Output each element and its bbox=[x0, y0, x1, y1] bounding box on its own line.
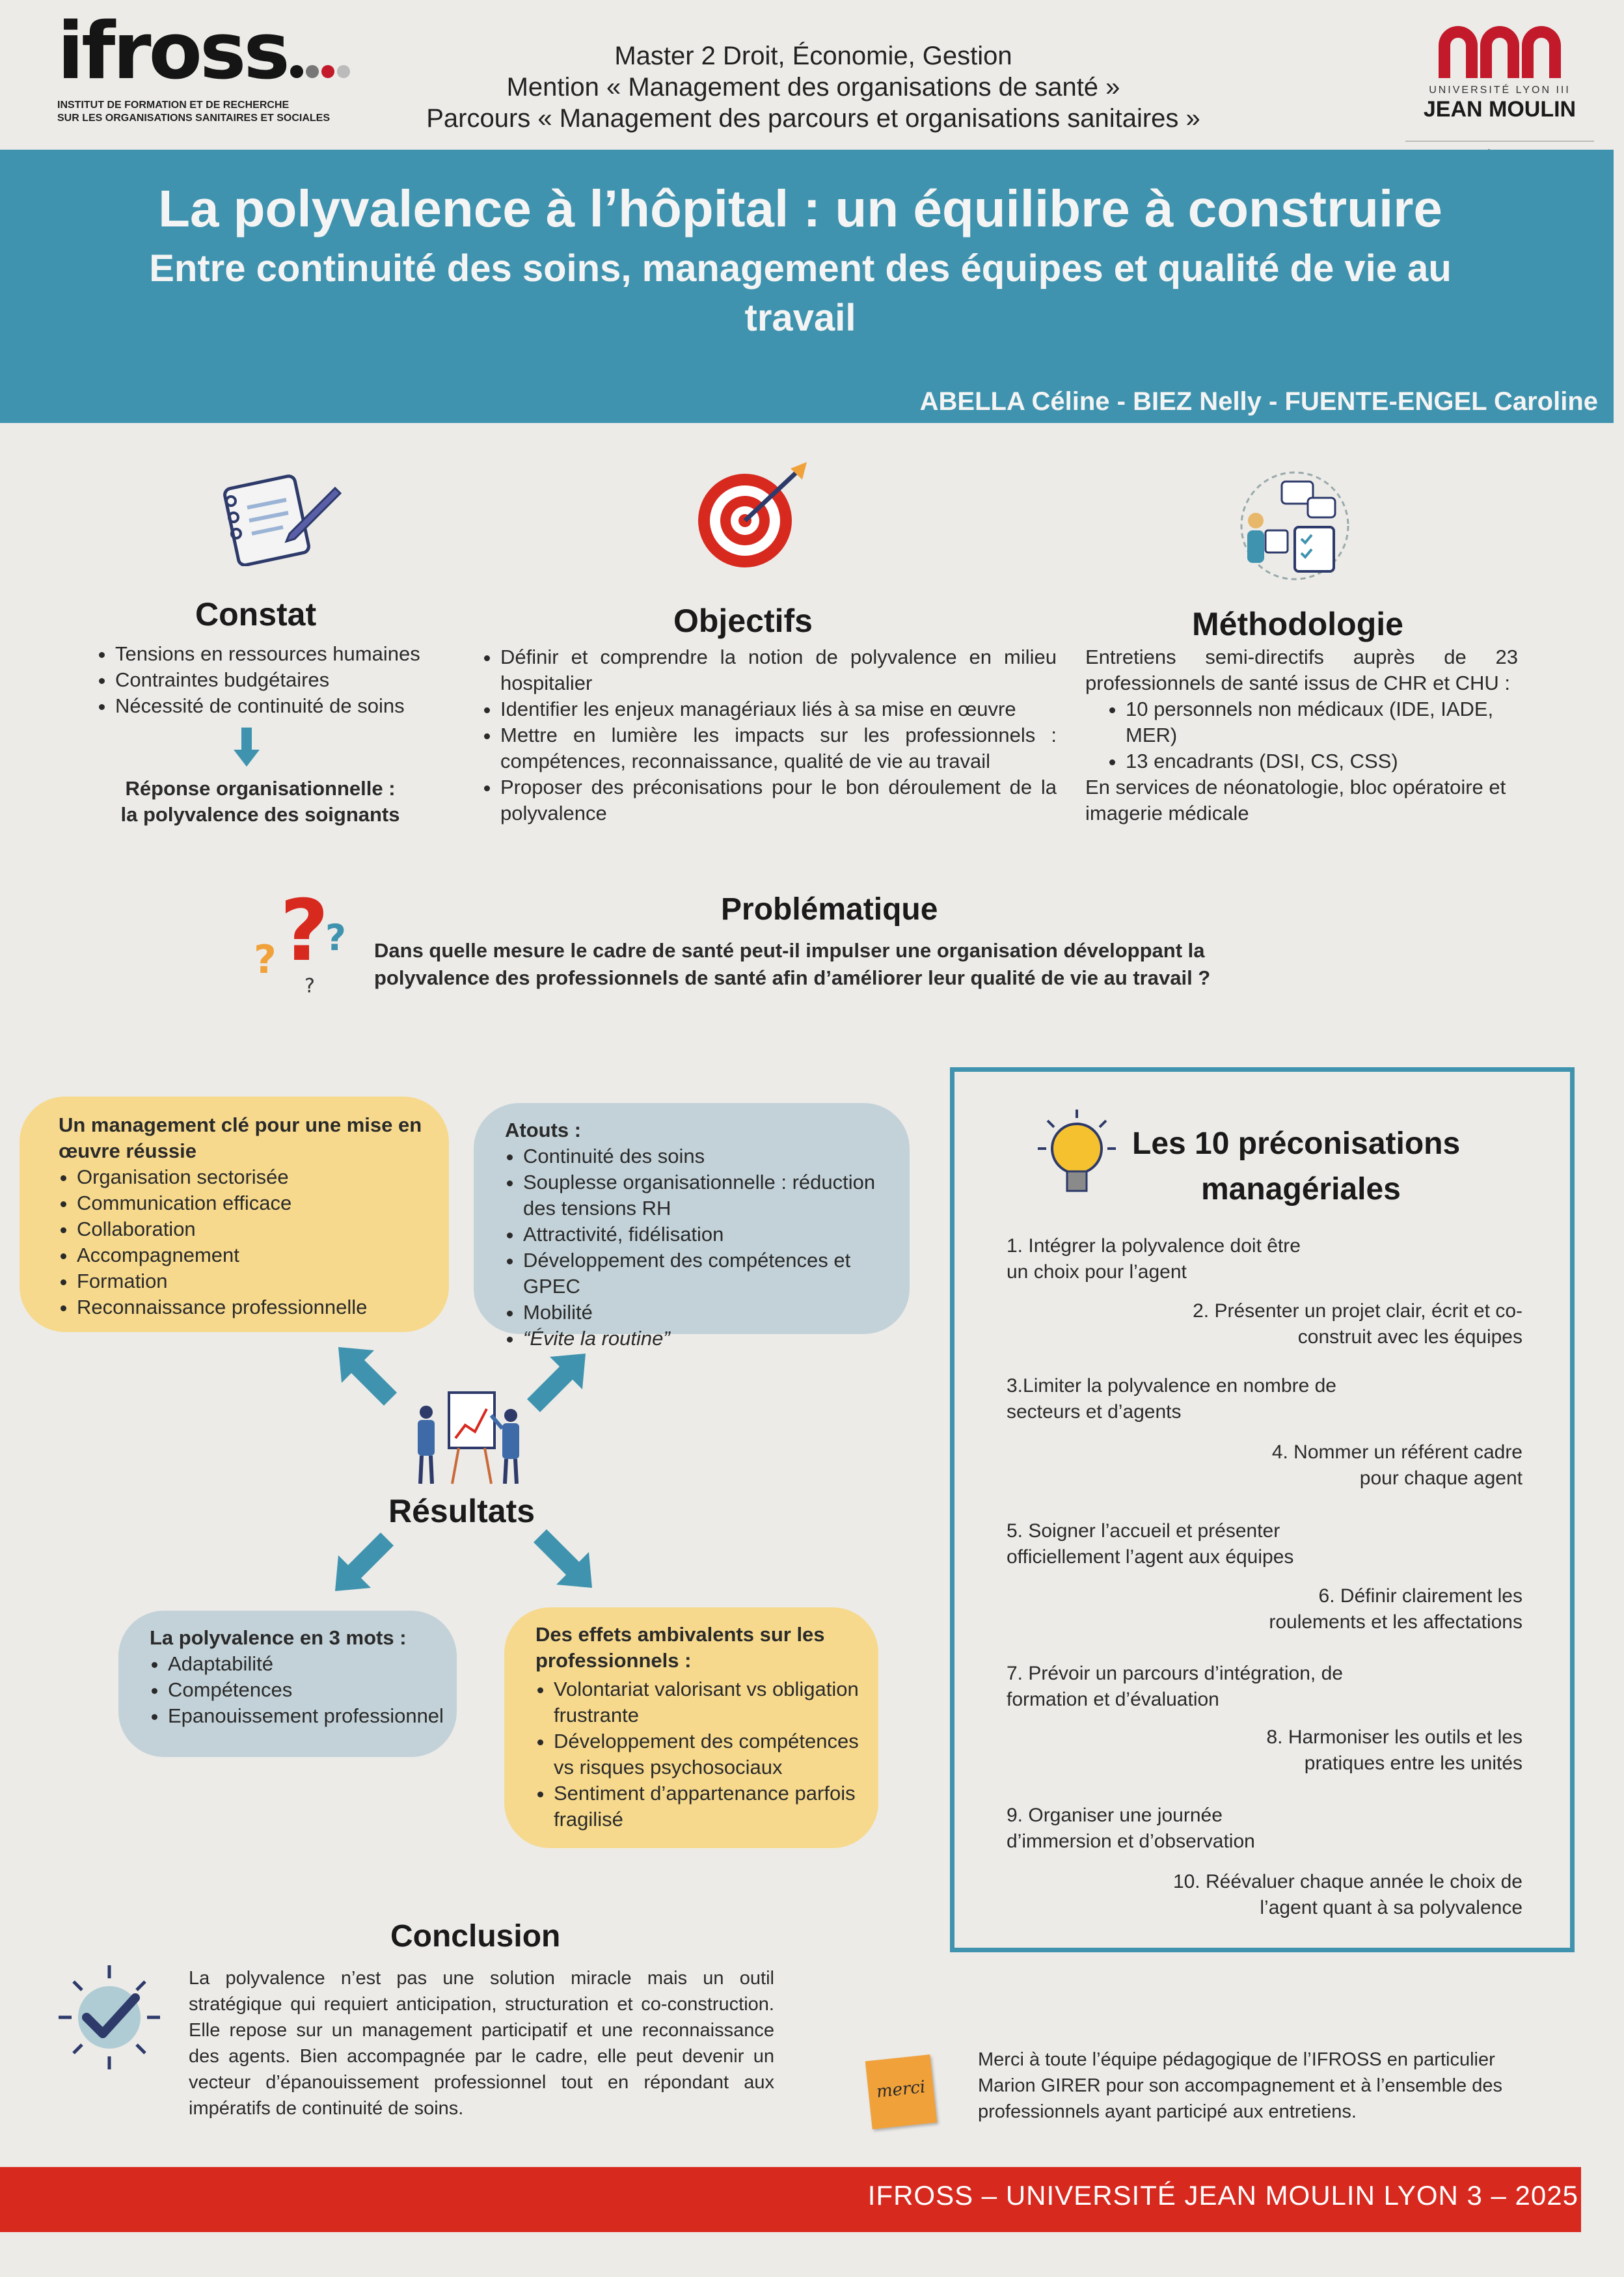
program-line-2: Mention « Management des organisations de santé » bbox=[506, 73, 1120, 102]
list-item: • Communication efficace bbox=[77, 1190, 429, 1216]
list-item: • Mobilité bbox=[523, 1300, 890, 1326]
management-bubble bbox=[20, 1097, 449, 1332]
management-heading: Un management clé pour une mise en œuvre réussie bbox=[59, 1113, 422, 1162]
conclusion-text: La polyvalence n’est pas une solution miracle mais un outil stratégique qui requiert anticipation, structuration et co-construction. Elle repose sur un management participatif et une reconnaissance des agents. Bien accompagnée par le cadre, elle peut devenir un vecteur d’épanouissement professionnel tout en répondant aux impératifs de continuité de soins. bbox=[189, 1968, 774, 2119]
svg-text:?: ? bbox=[254, 937, 277, 983]
methodologie-body bbox=[1085, 644, 1518, 826]
constat-heading: Constat bbox=[195, 596, 317, 633]
preconisation-item: 8. Harmoniser les outils et les pratiques entre les unités bbox=[1266, 1726, 1522, 1774]
lightbulb-icon bbox=[1031, 1106, 1122, 1204]
arrow-down-right-icon bbox=[530, 1526, 595, 1591]
preconisation-item: 2. Présenter un projet clair, écrit et co-construit avec les équipes bbox=[1193, 1300, 1522, 1348]
list-item: • Souplesse organisationnelle : réduction des tensions RH bbox=[523, 1169, 890, 1221]
list-item: • Volontariat valorisant vs obligation frustrante bbox=[554, 1676, 860, 1728]
list-item: • 10 personnels non médicaux (IDE, IADE, MER) bbox=[1126, 696, 1518, 748]
university-logo bbox=[1405, 26, 1594, 169]
list-item: • Nécessité de continuité de soins bbox=[115, 693, 467, 719]
list-item: • Contraintes budgétaires bbox=[115, 667, 467, 693]
authors: ABELLA Céline - BIEZ Nelly - FUENTE-ENGEL Caroline bbox=[919, 387, 1598, 416]
university-label: UNIVERSITÉ LYON III bbox=[1429, 85, 1571, 96]
list-item: • Tensions en ressources humaines bbox=[115, 641, 467, 667]
preconisation-item: 6. Définir clairement les roulements et les affectations bbox=[1269, 1585, 1522, 1633]
svg-text:?: ? bbox=[325, 917, 346, 959]
list-item: • Accompagnement bbox=[77, 1242, 429, 1268]
trois-mots-heading: La polyvalence en 3 mots : bbox=[150, 1626, 407, 1649]
constat-list bbox=[94, 641, 467, 719]
objectifs-list bbox=[480, 644, 1057, 826]
list-item: • Attractivité, fidélisation bbox=[523, 1221, 890, 1248]
effets-list bbox=[535, 1676, 860, 1833]
constat-response: Réponse organisationnelle : la polyvalence des soignants bbox=[120, 777, 400, 826]
preconisation-item: 9. Organiser une journée d’immersion et d’observation bbox=[1007, 1805, 1255, 1852]
list-item: • Collaboration bbox=[77, 1216, 429, 1242]
program-line-1: Master 2 Droit, Économie, Gestion bbox=[614, 42, 1012, 70]
svg-text:?: ? bbox=[304, 975, 315, 996]
list-item: • Adaptabilité bbox=[168, 1651, 444, 1677]
list-item: • Mettre en lumière les impacts sur les professionnels : compétences, reconnaissance, qualité de vie au travail bbox=[500, 722, 1057, 774]
list-item: • Continuité des soins bbox=[523, 1143, 890, 1169]
problematique-question: Dans quelle mesure le cadre de santé peut-il impulser une organisation développant la polyvalence des professionnels de santé afin d’améliorer leur qualité de vie au travail ? bbox=[374, 939, 1211, 989]
ifross-subtitle-1: INSTITUT DE FORMATION ET DE RECHERCHE bbox=[57, 100, 290, 111]
list-item: • “Évite la routine” bbox=[523, 1326, 890, 1352]
preconisation-item: 7. Prévoir un parcours d’intégration, de formation et d’évaluation bbox=[1007, 1663, 1343, 1710]
management-list bbox=[59, 1164, 429, 1320]
notepad-pen-icon bbox=[211, 462, 342, 566]
trois-mots-bubble bbox=[118, 1611, 457, 1757]
objectifs-heading: Objectifs bbox=[673, 603, 813, 639]
preconisation-item: 1. Intégrer la polyvalence doit être un choix pour l’agent bbox=[1007, 1235, 1301, 1283]
resultats-heading: Résultats bbox=[388, 1493, 535, 1529]
logo-dots bbox=[288, 70, 350, 81]
methodologie-intro: Entretiens semi-directifs auprès de 23 professionnels de santé issus de CHR et CHU : bbox=[1085, 646, 1518, 694]
list-item: • Compétences bbox=[168, 1677, 444, 1703]
list-item: • Epanouissement professionnel bbox=[168, 1703, 444, 1729]
arrow-down-left-icon bbox=[332, 1529, 397, 1594]
arrow-up-left-icon bbox=[335, 1344, 400, 1409]
svg-text:?: ? bbox=[280, 882, 329, 980]
effets-bubble bbox=[504, 1607, 878, 1848]
list-item: • Définir et comprendre la notion de polyvalence en milieu hospitalier bbox=[500, 644, 1057, 696]
atouts-bubble bbox=[474, 1103, 910, 1350]
university-name: JEAN MOULIN bbox=[1423, 97, 1577, 122]
sticky-note-icon: merci bbox=[865, 2054, 937, 2129]
arches-icon bbox=[1405, 26, 1594, 85]
atouts-heading: Atouts : bbox=[505, 1119, 582, 1141]
arrow-down-icon bbox=[232, 728, 261, 768]
arrow-up-right-icon bbox=[524, 1350, 589, 1415]
problematique-heading: Problématique bbox=[721, 892, 938, 927]
preconisation-item: 3.Limiter la polyvalence en nombre de secteurs et d’agents bbox=[1007, 1375, 1336, 1423]
ifross-logo bbox=[57, 7, 357, 137]
methodologie-list bbox=[1085, 696, 1518, 774]
trois-mots-list bbox=[150, 1651, 444, 1729]
list-item: • 13 encadrants (DSI, CS, CSS) bbox=[1126, 748, 1518, 774]
program-line-3: Parcours « Management des parcours et organisations sanitaires » bbox=[426, 104, 1200, 133]
preconisation-item: 5. Soigner l’accueil et présenter officiellement l’agent aux équipes bbox=[1007, 1520, 1294, 1568]
preconisation-item: 10. Réévaluer chaque année le choix de l’agent quant à sa polyvalence bbox=[1172, 1871, 1522, 1918]
methodologie-heading: Méthodologie bbox=[1192, 606, 1403, 642]
list-item: • Développement des compétences et GPEC bbox=[523, 1248, 890, 1300]
list-item: • Sentiment d’appartenance parfois fragilisé bbox=[554, 1780, 860, 1833]
preconisation-item: 4. Nommer un référent cadre pour chaque agent bbox=[1271, 1441, 1522, 1489]
list-item: • Reconnaissance professionnelle bbox=[77, 1294, 429, 1320]
atouts-list bbox=[505, 1143, 890, 1352]
conclusion-heading: Conclusion bbox=[390, 1919, 561, 1954]
remerciements-text: Merci à toute l’équipe pédagogique de l’IFROSS en particulier Marion GIRER pour son accompagnement et à l’ensemble des professionnels ayant participé aux entretiens. bbox=[978, 2049, 1502, 2122]
effets-heading: Des effets ambivalents sur les professionnels : bbox=[535, 1623, 825, 1672]
list-item: • Formation bbox=[77, 1268, 429, 1294]
list-item: • Développement des compétences vs risques psychosociaux bbox=[554, 1728, 860, 1780]
program-info bbox=[423, 40, 1204, 134]
target-icon bbox=[693, 459, 817, 573]
methodology-icon bbox=[1233, 469, 1357, 582]
list-item: • Organisation sectorisée bbox=[77, 1164, 429, 1190]
preconisations-heading-2: managériales bbox=[1201, 1172, 1401, 1207]
presentation-icon bbox=[410, 1386, 527, 1490]
list-item: • Identifier les enjeux managériaux liés à sa mise en œuvre bbox=[500, 696, 1057, 722]
ifross-subtitle-2: SUR LES ORGANISATIONS SANITAIRES ET SOCIALES bbox=[57, 113, 330, 124]
ifross-wordmark: ifross bbox=[57, 7, 288, 97]
footer-text: IFROSS – UNIVERSITÉ JEAN MOULIN LYON 3 – 2025 bbox=[867, 2180, 1578, 2211]
list-item: • Proposer des préconisations pour le bon déroulement de la polyvalence bbox=[500, 774, 1057, 826]
preconisations-heading-1: Les 10 préconisations bbox=[1132, 1126, 1461, 1161]
poster-subtitle: Entre continuité des soins, management des équipes et qualité de vie au travail bbox=[149, 247, 1452, 339]
checkmark-icon bbox=[57, 1962, 161, 2073]
question-marks-icon bbox=[254, 882, 358, 996]
methodologie-outro: En services de néonatologie, bloc opératoire et imagerie médicale bbox=[1085, 776, 1506, 825]
poster-title: La polyvalence à l’hôpital : un équilibre à construire bbox=[158, 180, 1442, 238]
